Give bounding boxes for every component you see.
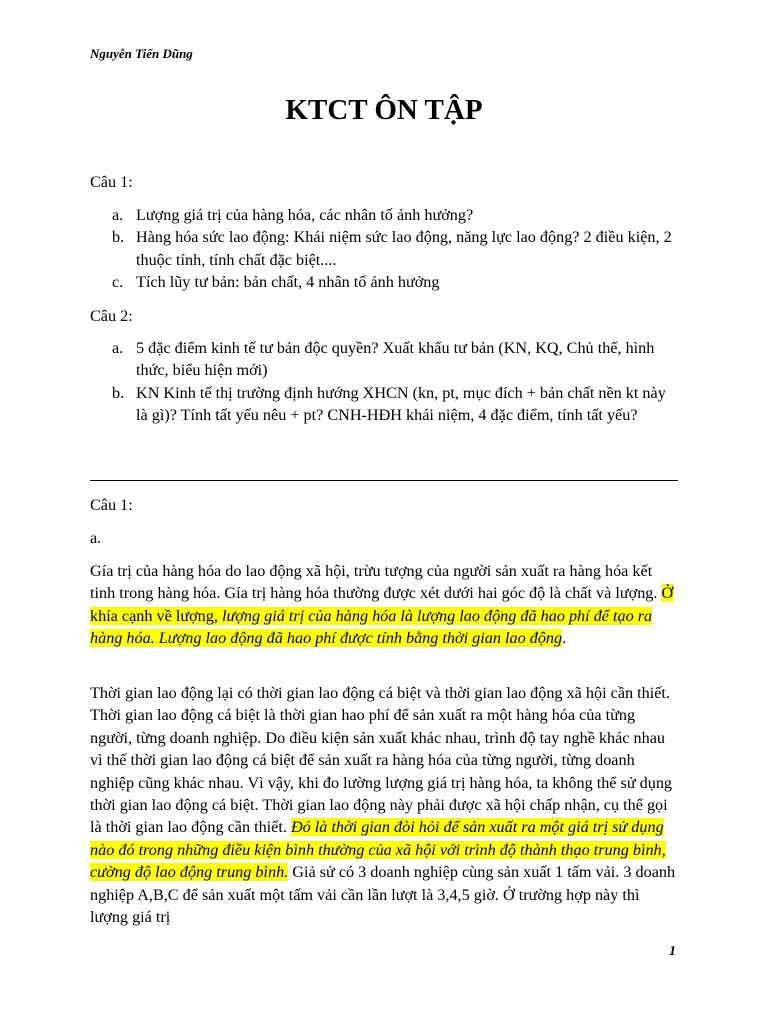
list-item-text: Lượng giá trị của hàng hóa, các nhân tố ảnh hưởng? <box>136 206 474 224</box>
list-item-text: KN Kinh tế thị trường định hướng XHCN (kn, pt, mục đích + bản chất nền kt này là gì)? Tính tất yếu nêu + pt? CNH-HĐH khái niệm, 4 đặc điểm, tính tất yếu? <box>136 383 666 425</box>
highlighted-text: Ở khía cạnh về lượng, <box>90 584 674 625</box>
author-name: Nguyễn Tiến Dũng <box>90 46 193 61</box>
list-item-text: Tích lũy tư bản: bản chất, 4 nhân tố ảnh hưởng <box>136 273 440 292</box>
paragraph-text: Thời gian lao động lại có thời gian lao động cá biệt và thời gian lao động xã hội cần thiết. Thời gian lao động cá biệt là thời gian hao phí để sản xuất ra một hàng hóa của từng người, từng doanh nghiệp. Do điều kiện sản xuất khác nhau, trình độ tay nghề khác nhau vì thế thời gian lao động cá biệt để sản xuất ra hàng hóa của từng người, từng doanh nghiệp cũng khác nhau. Vì vậy, khi đo lường lượng giá trị hàng hóa, ta không thể sử dụng thời gian lao động cá biệt. Thời gian lao động này phải được xã hội chấp nhận, cụ thể gọi là thời gian lao động cần thiết. <box>90 684 673 837</box>
question-1-list <box>90 204 678 294</box>
answer-paragraph-1 <box>90 560 678 650</box>
paragraph-text: Giả sử có 3 doanh nghiệp cùng sản xuất 1 tấm vải. 3 doanh nghiệp A,B,C để sản xuất một tấm vải cần lần lượt là 3,4,5 giờ. Ở trường hợp này thì lượng giá trị <box>90 863 676 927</box>
list-marker: c. <box>112 273 124 292</box>
list-marker: b. <box>112 383 125 402</box>
list-marker: b. <box>112 228 125 247</box>
list-item-text: Hàng hóa sức lao động: Khái niệm sức lao động, năng lực lao động? 2 điều kiện, 2 thuộc tính, tính chất đặc biệt.... <box>136 228 672 269</box>
list-item <box>90 226 678 271</box>
list-item <box>90 337 678 382</box>
page-number: 1 <box>669 944 676 959</box>
list-item <box>90 271 678 293</box>
question-1-label: Câu 1: <box>90 173 133 191</box>
paragraph-text: . <box>562 629 567 648</box>
answer-section-label: Câu 1: <box>90 496 133 514</box>
list-marker: a. <box>112 339 124 357</box>
list-marker: a. <box>112 206 124 224</box>
answer-sub-label: a. <box>90 529 102 547</box>
paragraph-text: Gía trị của hàng hóa do lao động xã hội, trừu tượng của người sản xuất ra hàng hóa kết tinh trong hàng hóa. Gía trị hàng hóa thường được xét dưới hai góc độ là chất và lượng. <box>90 562 662 603</box>
list-item-text: 5 đặc điểm kinh tế tư bản độc quyền? Xuất khẩu tư bản (KN, KQ, Chủ thể, hình thức, biểu hiện mới) <box>136 339 655 380</box>
question-2-list <box>90 337 678 427</box>
highlighted-italic-text: lượng giá trị của hàng hóa là lượng lao động đã hao phí để tạo ra hàng hóa. Lượng lao động đã hao phí được tính bằng thời gian lao động <box>90 606 653 648</box>
list-item <box>90 204 678 226</box>
section-divider <box>90 480 678 481</box>
page-title: KTCT ÔN TẬP <box>285 94 483 126</box>
list-item <box>90 382 678 427</box>
answer-paragraph-2 <box>90 682 678 928</box>
question-2-label: Câu 2: <box>90 307 133 325</box>
highlighted-italic-text: Đó là thời gian đòi hỏi để sản xuất ra một giá trị sử dụng nào đó trong những điều kiện bình thường của xã hội với trình độ thành thạo trung bình, cường độ lao động trung bình. <box>90 818 666 882</box>
